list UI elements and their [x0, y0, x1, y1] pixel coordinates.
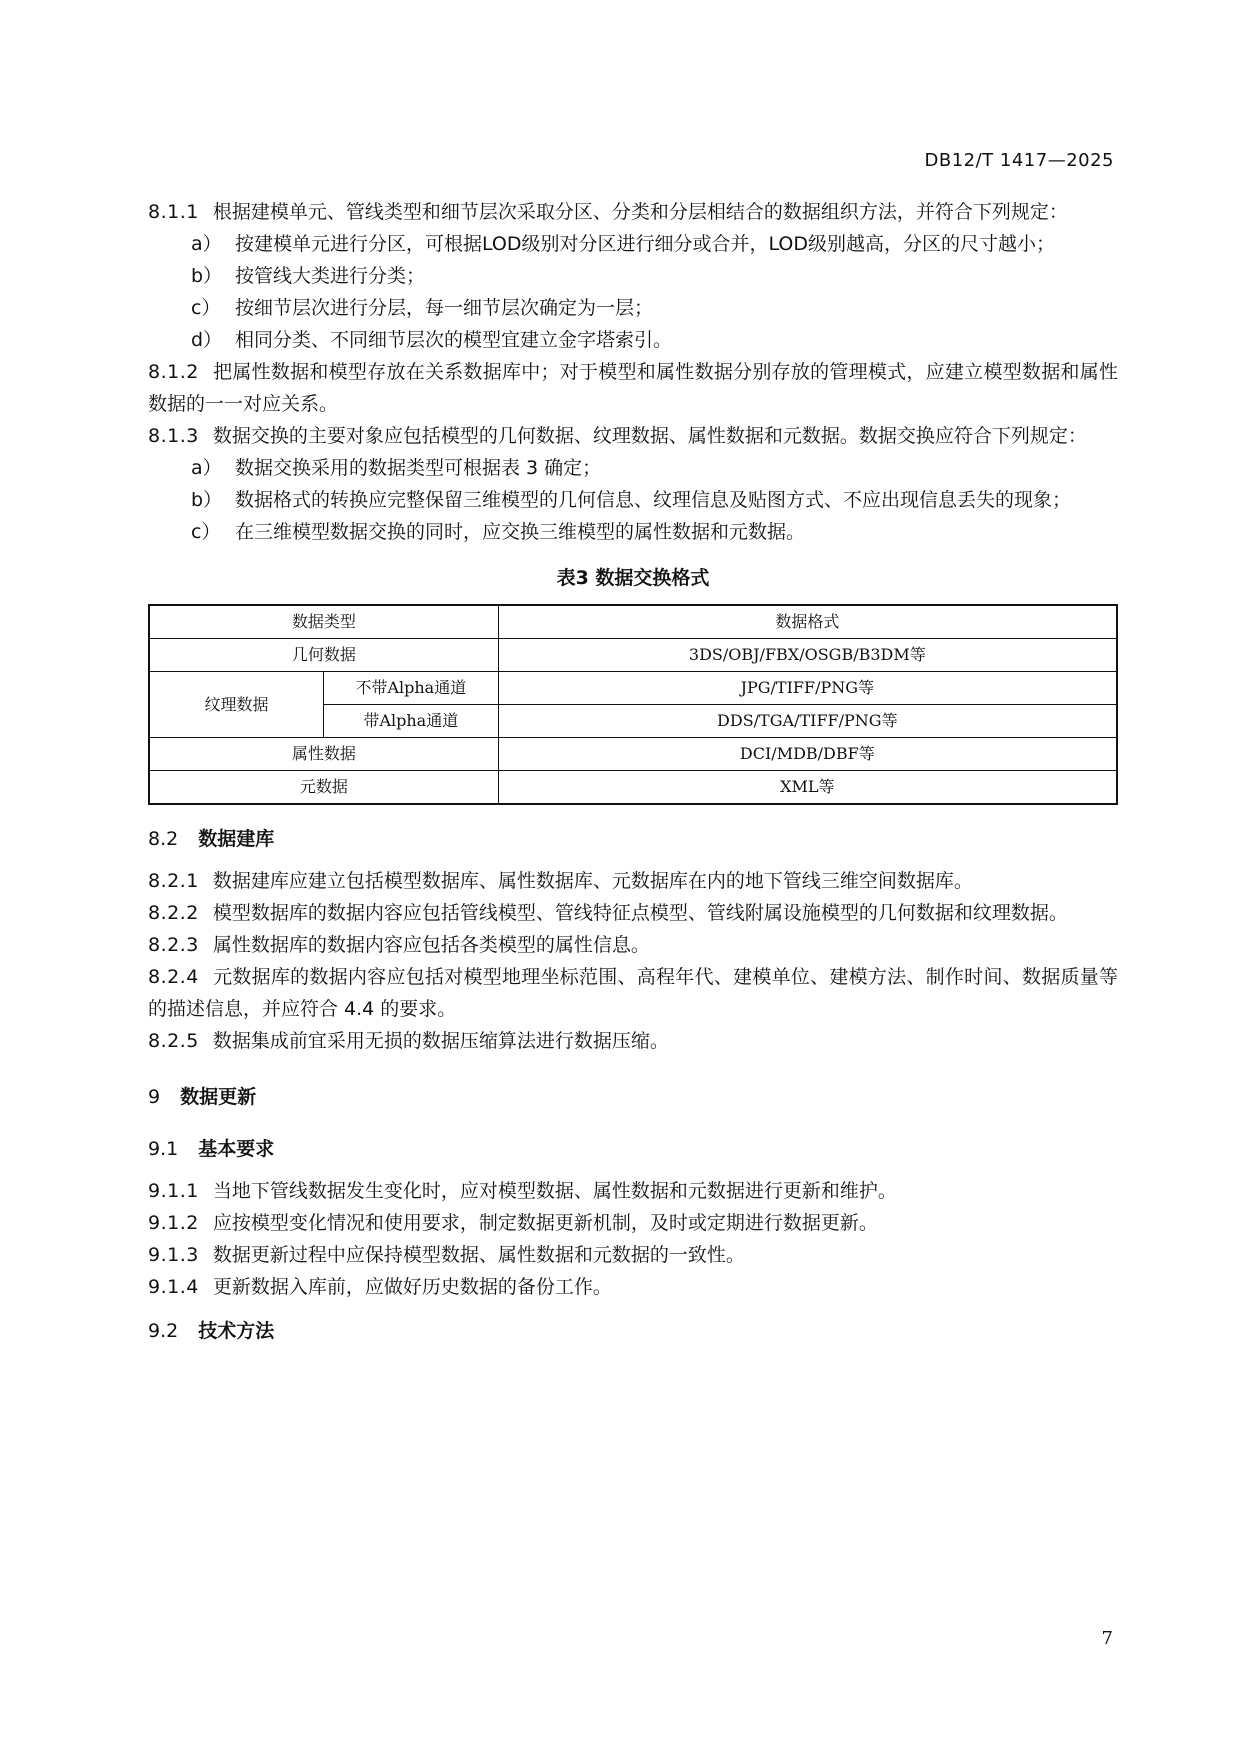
list-marker: d） [191, 329, 223, 351]
cell-type: 元数据 [149, 771, 498, 805]
clause-number: 9.1.1 [148, 1180, 199, 1202]
clause-text: 属性数据库的数据内容应包括各类模型的属性信息。 [212, 934, 650, 956]
list-text: 按建模单元进行分区，可根据LOD级别对分区进行细分或合并，LOD级别越高，分区的尺寸越小； [235, 233, 1055, 255]
list-text: 数据交换采用的数据类型可根据表 3 确定； [235, 457, 602, 479]
clause-8-2-2 [148, 897, 1118, 929]
clause-number: 8.2.3 [148, 934, 199, 956]
section-heading-8-2 [148, 823, 1118, 855]
table-row [149, 639, 1117, 672]
clause-9-1-3 [148, 1239, 1118, 1271]
heading-number: 9.1 [148, 1138, 179, 1160]
clause-9-1-4 [148, 1271, 1118, 1303]
table-title: 表3 数据交换格式 [556, 567, 710, 589]
list-item [148, 452, 1118, 484]
list-item [148, 260, 1118, 292]
cell-type: 几何数据 [149, 639, 498, 672]
list-text: 在三维模型数据交换的同时，应交换三维模型的属性数据和元数据。 [235, 521, 806, 543]
page-content [148, 196, 1118, 1357]
clause-text: 把属性数据和模型存放在关系数据库中；对于模型和属性数据分别存放的管理模式，应建立模型数据和属性数据的一一对应关系。 [148, 361, 1118, 415]
cell-format: XML等 [498, 771, 1117, 805]
table-row [149, 771, 1117, 805]
list-text: 数据格式的转换应完整保留三维模型的几何信息、纹理信息及贴图方式、不应出现信息丢失的现象； [235, 489, 1072, 511]
heading-number: 9.2 [148, 1320, 179, 1342]
heading-title: 数据建库 [198, 828, 275, 850]
cell-subtype: 带Alpha通道 [324, 705, 499, 738]
clause-9-1-2 [148, 1207, 1118, 1239]
list-marker: b） [191, 489, 223, 511]
heading-number: 8.2 [148, 828, 179, 850]
cell-format: JPG/TIFF/PNG等 [498, 672, 1117, 705]
heading-number: 9 [148, 1086, 161, 1108]
clause-9-1-1 [148, 1175, 1118, 1207]
cell-format: DDS/TGA/TIFF/PNG等 [498, 705, 1117, 738]
standard-number: DB12/T 1417—2025 [924, 150, 1114, 171]
cell-format: DCI/MDB/DBF等 [498, 738, 1117, 771]
clause-number: 9.1.3 [148, 1244, 199, 1266]
list-item [148, 292, 1118, 324]
chapter-heading-9 [148, 1081, 1118, 1113]
clause-number: 9.1.2 [148, 1212, 199, 1234]
clause-8-2-1 [148, 865, 1118, 897]
list-marker: b） [191, 265, 223, 287]
heading-title: 技术方法 [198, 1320, 275, 1342]
heading-title: 数据更新 [180, 1086, 257, 1108]
clause-text: 数据更新过程中应保持模型数据、属性数据和元数据的一致性。 [212, 1244, 745, 1266]
clause-text: 数据交换的主要对象应包括模型的几何数据、纹理数据、属性数据和元数据。数据交换应符合下列规定： [212, 425, 1087, 447]
clause-text: 元数据库的数据内容应包括对模型地理坐标范围、高程年代、建模单位、建模方法、制作时间、数据质量等的描述信息，并应符合 4.4 的要求。 [148, 966, 1118, 1020]
cell-type: 纹理数据 [149, 672, 324, 738]
clause-number: 8.1.2 [148, 361, 199, 383]
clause-text: 根据建模单元、管线类型和细节层次采取分区、分类和分层相结合的数据组织方法，并符合下列规定： [212, 201, 1068, 223]
section-heading-9-1 [148, 1133, 1118, 1165]
table-row [149, 738, 1117, 771]
table-row [149, 672, 1117, 705]
clause-text: 数据集成前宜采用无损的数据压缩算法进行数据压缩。 [212, 1030, 669, 1052]
clause-8-1-2 [148, 356, 1118, 420]
list-marker: a） [191, 457, 222, 479]
list-item [148, 516, 1118, 548]
page-number: 7 [1101, 1628, 1113, 1649]
heading-title: 基本要求 [198, 1138, 275, 1160]
clause-number: 8.2.1 [148, 870, 199, 892]
cell-type: 属性数据 [149, 738, 498, 771]
cell-subtype: 不带Alpha通道 [324, 672, 499, 705]
clause-number: 8.1.1 [148, 201, 199, 223]
clause-number: 9.1.4 [148, 1276, 199, 1298]
clause-number: 8.2.2 [148, 902, 199, 924]
list-text: 按管线大类进行分类； [235, 265, 426, 287]
section-heading-9-2 [148, 1315, 1118, 1347]
clause-text: 数据建库应建立包括模型数据库、属性数据库、元数据库在内的地下管线三维空间数据库。 [212, 870, 973, 892]
list-item [148, 484, 1118, 516]
list-marker: c） [191, 297, 221, 319]
cell-format: 3DS/OBJ/FBX/OSGB/B3DM等 [498, 639, 1117, 672]
clause-text: 更新数据入库前，应做好历史数据的备份工作。 [212, 1276, 612, 1298]
clause-8-2-4 [148, 961, 1118, 1025]
list-marker: a） [191, 233, 222, 255]
list-text: 按细节层次进行分层，每一细节层次确定为一层； [235, 297, 654, 319]
clause-8-1-3 [148, 420, 1118, 452]
clause-text: 应按模型变化情况和使用要求，制定数据更新机制，及时或定期进行数据更新。 [212, 1212, 878, 1234]
list-item [148, 324, 1118, 356]
list-marker: c） [191, 521, 221, 543]
clause-number: 8.2.4 [148, 966, 199, 988]
clause-number: 8.1.3 [148, 425, 199, 447]
clause-number: 8.2.5 [148, 1030, 199, 1052]
header-cell-type: 数据类型 [149, 605, 498, 639]
list-item [148, 228, 1118, 260]
clause-8-1-1 [148, 196, 1118, 228]
clause-8-2-5 [148, 1025, 1118, 1057]
table-header-row [149, 605, 1117, 639]
list-text: 相同分类、不同细节层次的模型宜建立金字塔索引。 [235, 329, 673, 351]
clause-text: 当地下管线数据发生变化时，应对模型数据、属性数据和元数据进行更新和维护。 [212, 1180, 897, 1202]
header-cell-format: 数据格式 [498, 605, 1117, 639]
clause-8-2-3 [148, 929, 1118, 961]
data-exchange-format-table [148, 604, 1118, 805]
clause-text: 模型数据库的数据内容应包括管线模型、管线特征点模型、管线附属设施模型的几何数据和纹理数据。 [212, 902, 1068, 924]
